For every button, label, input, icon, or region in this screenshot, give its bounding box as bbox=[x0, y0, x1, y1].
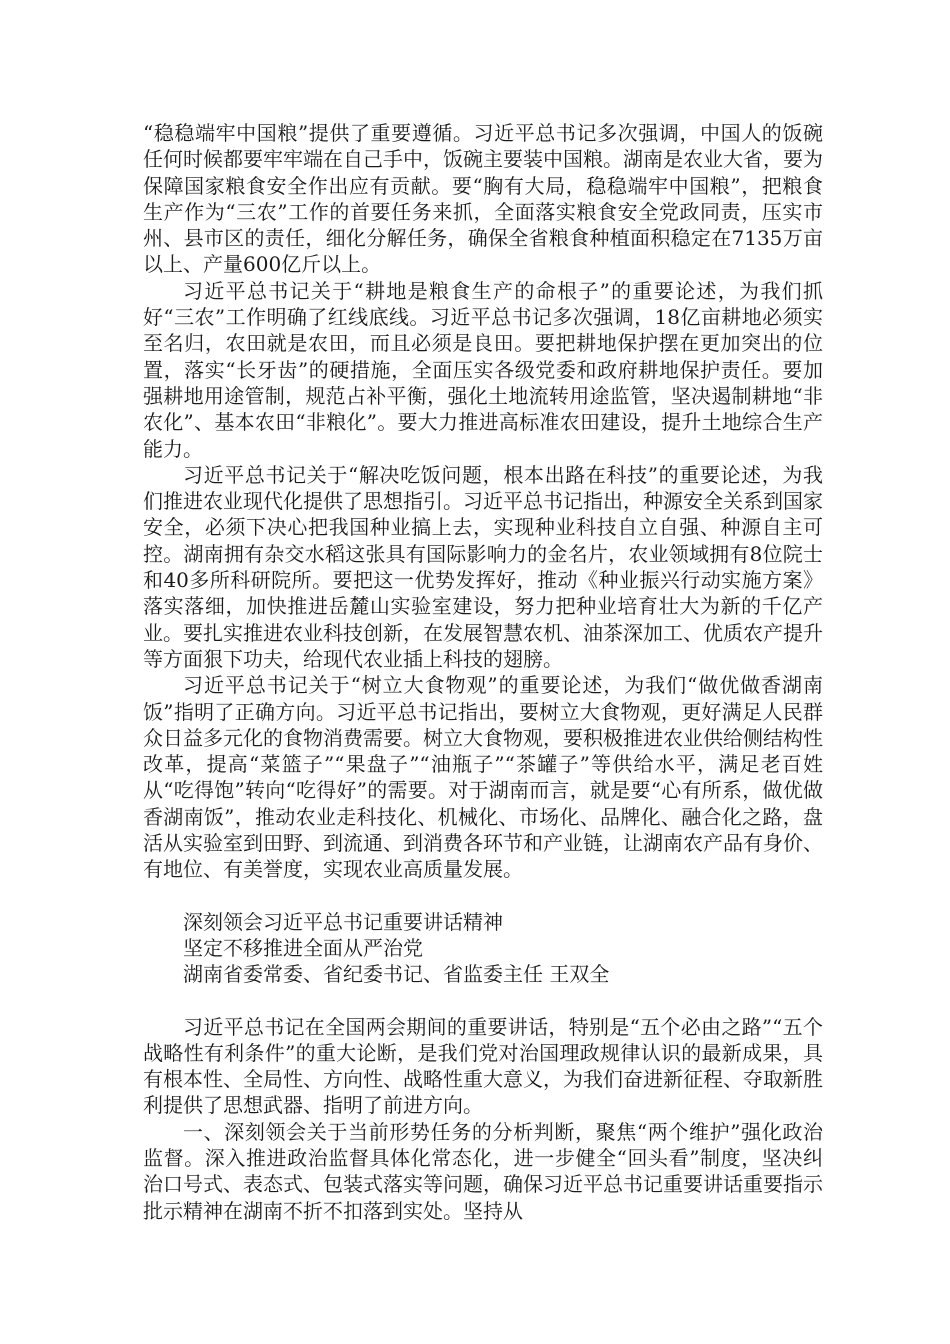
article-title-line-1: 深刻领会习近平总书记重要讲话精神 bbox=[183, 909, 503, 934]
paragraph-intro: 习近平总书记在全国两会期间的重要讲话，特别是“五个必由之路”“五个战略性有利条件”的重大论断，是我们党对治国理政规律认识的最新成果，具有根本性、全局性、方向性、战略性重大意义，为我们奋进新征程、夺取新胜利提供了思想武器、指明了前进方向。 bbox=[143, 1014, 823, 1118]
article-author: 湖南省委常委、省纪委书记、省监委主任 王双全 bbox=[183, 962, 610, 987]
paragraph-seed-technology: 习近平总书记关于“解决吃饭问题，根本出路在科技”的重要论述，为我们推进农业现代化提供了思想指引。习近平总书记指出，种源安全关系到国家安全，必须下决心把我国种业搞上去，实现种业科技自立自强、种源自主可控。湖南拥有杂交水稻这张具有国际影响力的金名片，农业领域拥有8位院士和40多所科研院所。要把这一优势发挥好，推动《种业振兴行动实施方案》落实落细，加快推进岳麓山实验室建设，努力把种业培育壮大为新的千亿产业。要扎实推进农业科技创新，在发展智慧农机、油茶深加工、优质农产提升等方面狠下功夫，给现代农业插上科技的翅膀。 bbox=[143, 462, 823, 671]
document-body bbox=[143, 120, 823, 1224]
article-party-discipline bbox=[143, 1014, 823, 1224]
article-title-line-2: 坚定不移推进全面从严治党 bbox=[183, 935, 423, 960]
article-heading bbox=[143, 909, 823, 988]
paragraph-grain-security: “稳稳端牢中国粮”提供了重要遵循。习近平总书记多次强调，中国人的饭碗任何时候都要牢牢端在自己手中，饭碗主要装中国粮。湖南是农业大省，要为保障国家粮食安全作出应有贡献。要“胸有大局，稳稳端牢中国粮”，把粮食生产作为“三农”工作的首要任务来抓，全面落实粮食安全党政同责，压实市州、县市区的责任，细化分解任务，确保全省粮食种植面积稳定在7135万亩以上、产量600亿斤以上。 bbox=[143, 121, 823, 277]
paragraph-political-supervision: 一、深刻领会关于当前形势任务的分析判断，聚焦“两个维护”强化政治监督。深入推进政治监督具体化常态化，进一步健全“回头看”制度，坚决纠治口号式、表态式、包装式落实等问题，确保习近平总书记重要讲话重要指示批示精神在湖南不折不扣落到实处。坚持从 bbox=[143, 1119, 823, 1223]
paragraph-food-outlook: 习近平总书记关于“树立大食物观”的重要论述，为我们“做优做香湖南饭”指明了正确方向。习近平总书记指出，要树立大食物观，更好满足人民群众日益多元化的食物消费需要。树立大食物观，要积极推进农业供给侧结构性改革，提高“菜篮子”“果盘子”“油瓶子”“茶罐子”等供给水平，满足老百姓从“吃得饱”转向“吃得好”的需要。对于湖南而言，就是要“心有所系，做优做香湖南饭”，推动农业走科技化、机械化、市场化、品牌化、融合化之路，盘活从实验室到田野、到流通、到消费各环节和产业链，让湖南农产品有身价、有地位、有美誉度，实现农业高质量发展。 bbox=[143, 673, 823, 882]
article-agriculture bbox=[143, 120, 823, 883]
paragraph-farmland-protection: 习近平总书记关于“耕地是粮食生产的命根子”的重要论述，为我们抓好“三农”工作明确了红线底线。习近平总书记多次强调，18亿亩耕地必须实至名归，农田就是农田，而且必须是良田。要把耕地保护摆在更加突出的位置，落实“长牙齿”的硬措施，全面压实各级党委和政府耕地保护责任。要加强耕地用途管制，规范占补平衡，强化土地流转用途监管，坚决遏制耕地“非农化”、基本农田“非粮化”。要大力推进高标准农田建设，提升土地综合生产能力。 bbox=[143, 278, 823, 461]
